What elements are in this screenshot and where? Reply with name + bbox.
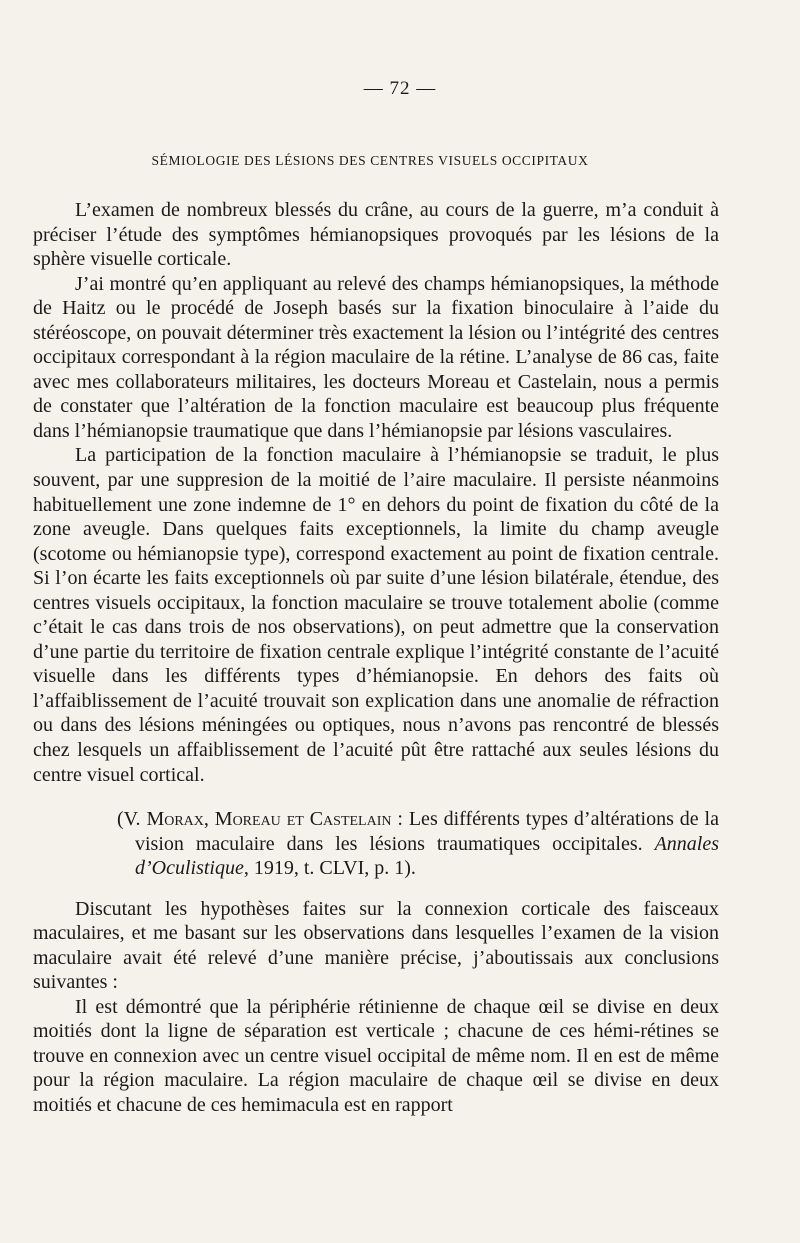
paragraph: L’examen de nombreux blessés du crâne, au cours de la guerre, m’a conduit à préciser l’étude des symptômes hémianopsiques provoqués par les lésions de la sphère visuelle corticale. [33,199,719,271]
body-text [33,198,719,1118]
reference-journal: Annales d’Oculistique [135,832,719,880]
paragraph: J’ai montré qu’en appliquant au relevé des champs hémianopsiques, la méthode de Haitz ou le procédé de Joseph basés sur la fixation binoculaire à l’aide du stéréoscope, on pouvait déterminer très exactement la lésion ou l’intégrité des centres occipitaux correspondant à la région maculaire de la rétine. L’analyse de 86 cas, faite avec mes collaborateurs militaires, les docteurs Moreau et Castelain, nous a permis de constater que l’altération de la fonction maculaire est beaucoup plus fréquente dans l’hémianopsie traumatique que dans l’hémianopsie par lésions vasculaires. [33,272,719,442]
paragraph: Il est démontré que la périphérie rétinienne de chaque œil se divise en deux moitiés dont la ligne de séparation est verticale ; chacune de ces hémi-rétines se trouve en connexion avec un centre visuel occipital de même nom. Il en est de même pour la région maculaire. La région maculaire de chaque œil se divise en deux moitiés et chacune de ces hemimacula est en rapport [33,995,719,1116]
reference-open: (V. [117,808,147,831]
bibliographic-reference [33,807,719,881]
reference-title: : Les différents types d’altérations de la vision maculaire dans les lésions traumatiques occipitales. [135,808,719,855]
reference-authors: Morax, Moreau et Castelain [146,808,392,831]
paragraph: La participation de la fonction maculaire à l’hémianopsie se traduit, le plus souvent, par une suppresion de la moitié de l’aire maculaire. Il persiste néanmoins habituellement une zone indemne de 1° en dehors du point de fixation du côté de la zone aveugle. Dans quelques faits exceptionnels, la limite du champ aveugle (scotome ou hémianopsie type), correspond exactement au point de fixation centrale. Si l’on écarte les faits exceptionnels où par suite d’une lésion bilatérale, étendue, des centres visuels occipitaux, la fonction maculaire se trouve totalement abolie (comme c’était le cas dans trois de nos observations), on peut admettre que la conservation d’une partie du territoire de fixation centrale explique l’intégrité constante de l’acuité visuelle dans les différents types d’hémianopsie. En dehors des faits où l’affaiblissement de l’acuité trouvait son explication dans une anomalie de réfraction ou dans des lésions méningées ou optiques, nous n’avons pas rencontré de blessés chez lesquels un affaiblissement de l’acuité pût être rattaché aux seules lésions du centre visuel cortical. [33,444,719,786]
reference-details: , 1919, t. CLVI, p. 1). [243,857,416,880]
paragraph: Discutant les hypothèses faites sur la connexion corticale des faisceaux maculaires, et me basant sur les observations dans lesquelles l’examen de la vision maculaire avait été relevé d’une manière précise, j’aboutissais aux conclusions suivantes : [33,897,719,994]
running-title: SÉMIOLOGIE DES LÉSIONS DES CENTRES VISUELS OCCIPITAUX [151,153,589,168]
page-number: — 72 — [363,78,437,99]
